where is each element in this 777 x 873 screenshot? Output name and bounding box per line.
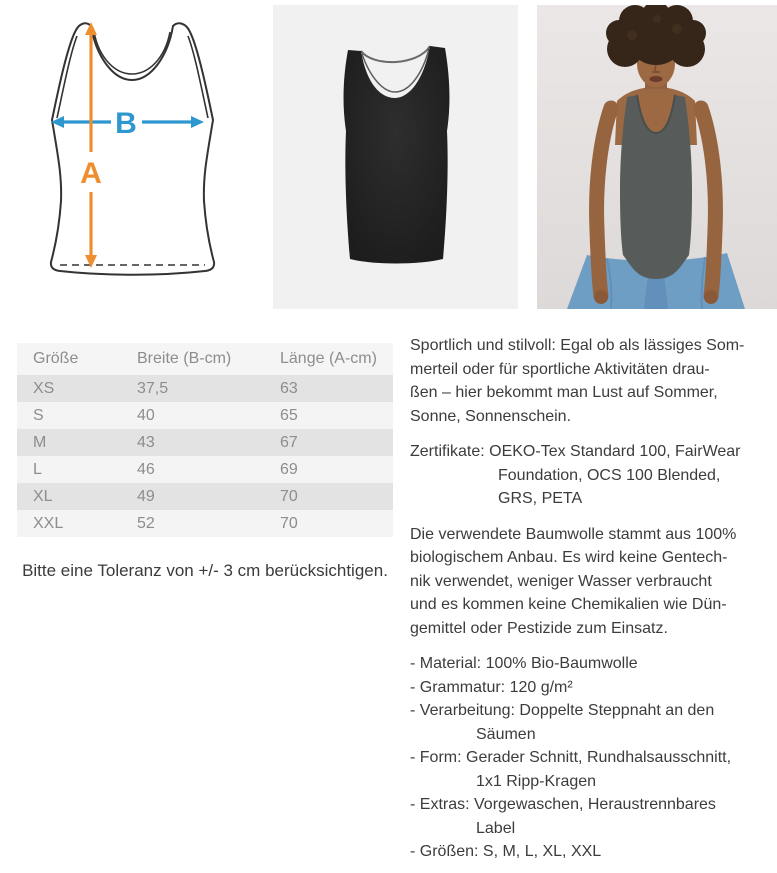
text-line: ßen – hier bekommt man Lust auf Sommer,	[410, 384, 718, 401]
size-cell: 70	[280, 514, 298, 532]
size-cell: 43	[137, 433, 155, 451]
tank-top-outline-drawing	[15, 6, 250, 298]
size-cell: 69	[280, 460, 298, 478]
size-cell: XS	[33, 379, 55, 397]
size-row	[17, 402, 393, 429]
text-line: Säumen	[476, 725, 536, 743]
text-line: und es kommen keine Chemikalien wie Dün-	[410, 596, 727, 613]
text-line: Die verwendete Baumwolle stammt aus 100%	[410, 525, 737, 543]
text-line: - Größen: S, M, L, XL, XXL	[410, 843, 602, 860]
size-cell: XXL	[33, 514, 64, 532]
text-line: Zertifikate: OEKO-Tex Standard 100, FairWear	[410, 443, 741, 460]
size-row	[17, 429, 393, 456]
size-row	[17, 483, 393, 510]
text-line: nik verwendet, weniger Wasser verbraucht	[410, 572, 712, 590]
size-cell: 67	[280, 433, 298, 451]
size-cell: 52	[137, 514, 155, 532]
model-afro-hair	[606, 5, 706, 67]
size-row	[17, 456, 393, 483]
text-line: GRS, PETA	[498, 490, 583, 507]
product-photo-model-wearing-tank-top	[537, 5, 777, 309]
text-line: - Extras: Vorgewaschen, Heraustrennbares	[410, 796, 716, 813]
description-paragraph	[410, 440, 777, 511]
text-line: - Grammatur: 120 g/m²	[410, 678, 573, 696]
size-cell: 40	[137, 406, 155, 424]
size-cell: S	[33, 406, 44, 424]
text-line: gemittel oder Pestizide zum Einsatz.	[410, 619, 668, 637]
text-line: - Material: 100% Bio-Baumwolle	[410, 655, 638, 672]
size-table	[17, 343, 393, 537]
column-header: Länge (A-cm)	[280, 343, 393, 375]
text-line: biologischem Anbau. Es wird keine Gentech-	[410, 549, 728, 566]
size-cell: 70	[280, 487, 298, 505]
description-paragraph	[410, 523, 777, 641]
text-line: Label	[476, 819, 516, 837]
size-cell: XL	[33, 487, 53, 505]
size-table-body	[17, 375, 393, 537]
size-cell: 37,5	[137, 379, 169, 397]
column-header: Breite (B-cm)	[137, 343, 280, 375]
text-line: - Verarbeitung: Doppelte Steppnaht an den	[410, 702, 715, 719]
text-line: merteil oder für sportliche Aktivitäten drau-	[410, 360, 710, 378]
label-a: A	[80, 157, 102, 190]
text-line: 1x1 Ripp-Kragen	[476, 772, 597, 790]
size-cell: 63	[280, 379, 298, 397]
size-row	[17, 375, 393, 402]
text-line: - Form: Gerader Schnitt, Rundhalsausschnitt,	[410, 749, 732, 766]
description-paragraph	[410, 334, 777, 428]
text-line: Sonne, Sonnenschein.	[410, 407, 572, 425]
size-cell: 49	[137, 487, 155, 505]
size-measurement-diagram	[15, 6, 250, 298]
label-b: B	[115, 107, 137, 140]
size-cell: 46	[137, 460, 155, 478]
size-row	[17, 510, 393, 537]
product-photo-flat-black-tank-top	[273, 5, 518, 309]
product-description	[410, 334, 777, 864]
tolerance-note: Bitte eine Toleranz von +/- 3 cm berücksichtigen.	[22, 561, 388, 580]
description-paragraph	[410, 652, 777, 864]
size-cell: 65	[280, 406, 298, 424]
column-header: Größe	[17, 343, 137, 375]
size-cell: M	[33, 433, 47, 451]
text-line: Sportlich und stilvoll: Egal ob als lässiges Som-	[410, 337, 745, 354]
tank-top-silhouette	[51, 23, 214, 274]
size-cell: L	[33, 460, 42, 478]
table-header-row	[17, 343, 393, 375]
text-line: Foundation, OCS 100 Blended,	[498, 466, 721, 484]
